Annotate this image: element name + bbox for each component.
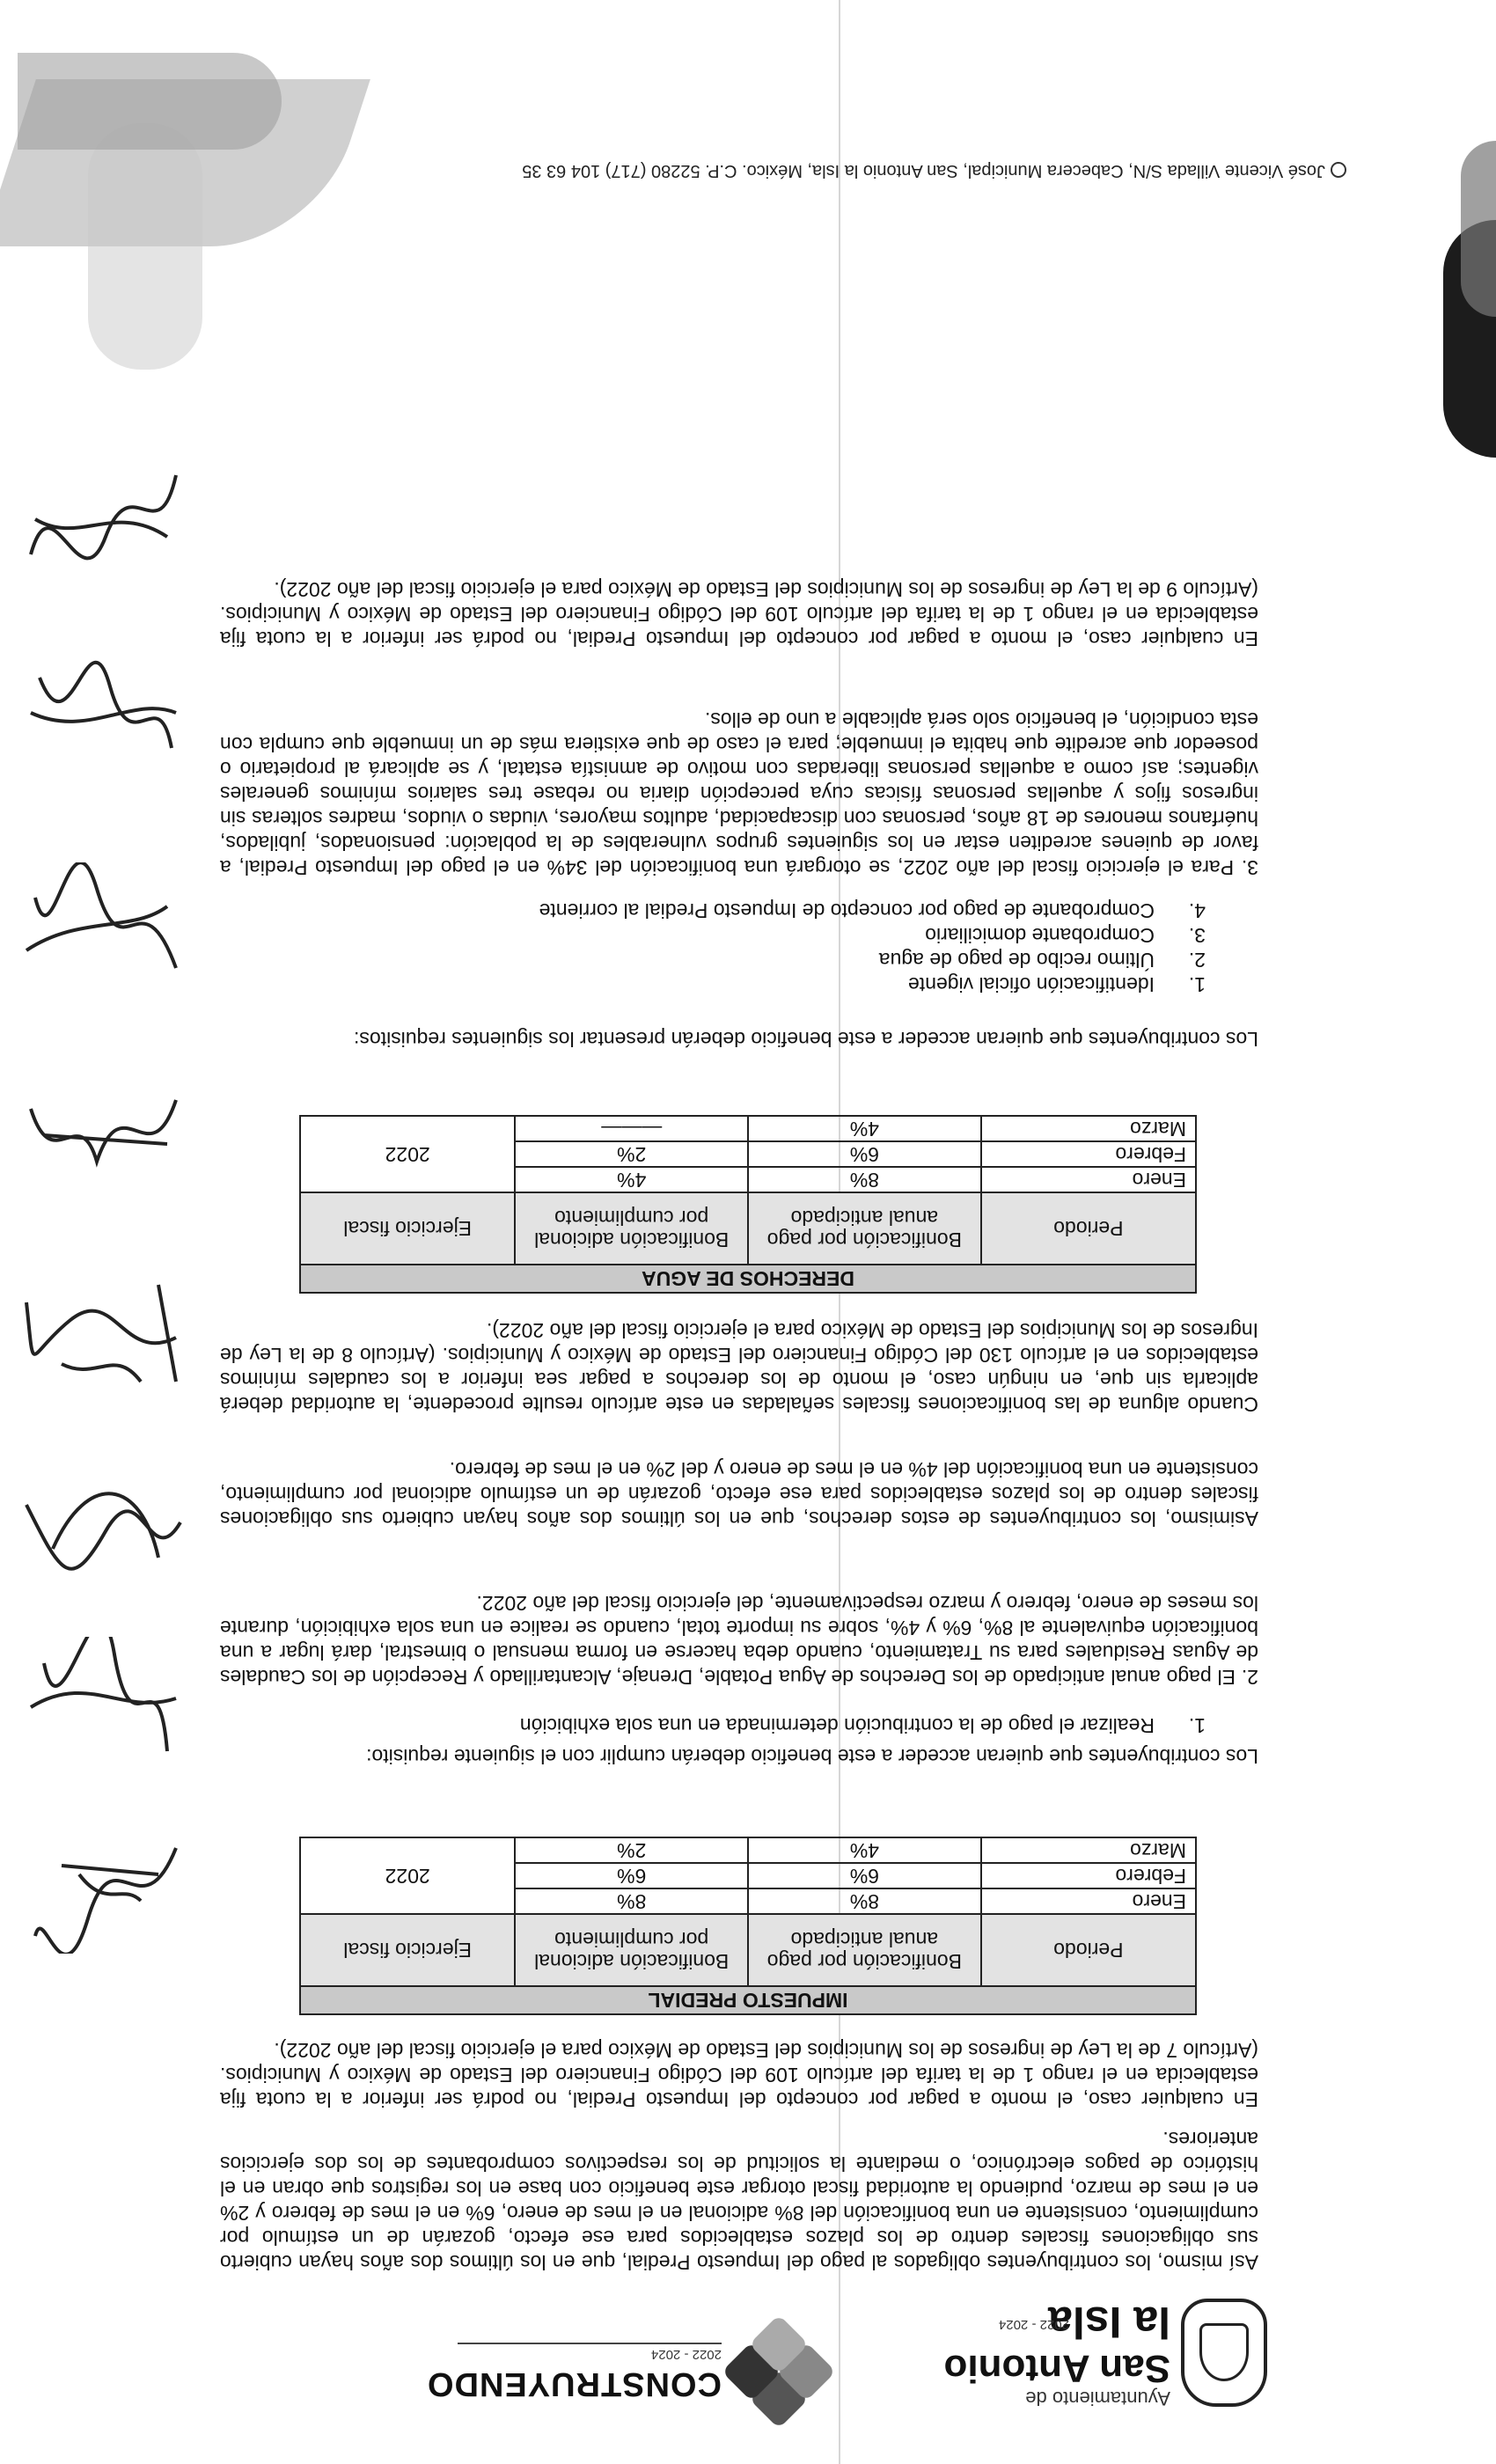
signature-icon bbox=[18, 862, 194, 994]
column-header: Bonificación adicional por cumplimiento bbox=[515, 1192, 748, 1265]
column-header: Bonificación por pago anual anticipado bbox=[748, 1914, 981, 1986]
item-number: 1. bbox=[1188, 973, 1206, 996]
location-pin-icon bbox=[1331, 162, 1346, 178]
cell-anticipado: 8% bbox=[748, 1167, 981, 1192]
table-derechos-agua bbox=[299, 1115, 1197, 1294]
cell-periodo: Febrero bbox=[981, 1863, 1196, 1888]
construyendo-wordmark: CONSTRUYENDO bbox=[426, 2365, 722, 2402]
paragraph-derechos-agua: 2. El pago anual anticipado de los Derechos de Agua Potable, Drenaje, Alcantarillado y Recepción de los Caudales de Aguas Residuales para su Tratamiento, cuando deba hacerse en forma mensual o bimestral, dará lugar a una bonificación equivalente al 8%, 6% y 4%, sobre su importe total, cuando se realice en una sola exhibición, durante los meses de enero, febrero y marzo respectivamente, del ejercicio fiscal del año 2022. bbox=[220, 1592, 1258, 1689]
column-header: Periodo bbox=[981, 1914, 1196, 1986]
paragraph-cuando: Cuando alguna de las bonificaciones fiscales señaladas en este artículo resulte procedente, la autoridad deberá aplicarla sin que, en ningún caso, el monto de los derechos a pagar sea inferior a los caudales mínimos establecidos en el artículo 130 del Código Financiero del Estado de México y Municipios. (Artículo 8 de la Ley de Ingresos de los Municipios del Estado de México para el ejercicio fiscal del año 2022). bbox=[220, 1319, 1258, 1416]
cell-anticipado: 8% bbox=[748, 1888, 981, 1914]
paragraph-cualquier-caso-2: En cualquier caso, el monto a pagar por concepto del Impuesto Predial, no podrá ser inferior a la cuota fija establecida en el rango 1 de la tarifa del artículo 109 del Código Financiero del Estado de México y Municipios. (Artículo 9 de la Ley de ingresos de los Municipios del Estado de México para el ejercicio fiscal del año 2022). bbox=[220, 578, 1258, 650]
municipality-name-2: la Isla bbox=[1048, 2298, 1170, 2347]
cell-periodo: Enero bbox=[981, 1888, 1196, 1914]
item-text: Último recibo de pago de agua bbox=[878, 949, 1155, 972]
requisito-item bbox=[908, 972, 1206, 996]
administration-years: 2022 - 2024 bbox=[998, 2317, 1069, 2332]
signatures-column bbox=[0, 370, 194, 1954]
signature-icon bbox=[18, 1822, 194, 1954]
cell-anticipado: 6% bbox=[748, 1863, 981, 1888]
paragraph-requisito-intro: Los contribuyentes que quieran acceder a este beneficio deberán cumplir con el siguiente requisito: bbox=[366, 1745, 1258, 1768]
municipality-logo bbox=[915, 2297, 1267, 2420]
cell-adicional: 8% bbox=[515, 1888, 748, 1914]
table-impuesto-predial bbox=[299, 1837, 1197, 2015]
cell-anticipado: 6% bbox=[748, 1141, 981, 1167]
table-row bbox=[300, 1167, 1196, 1192]
letterhead bbox=[255, 2288, 1267, 2429]
cell-adicional: 6% bbox=[515, 1863, 748, 1888]
signature-icon bbox=[18, 1267, 194, 1399]
signature-icon bbox=[18, 1065, 194, 1197]
cell-adicional: 2% bbox=[515, 1141, 748, 1167]
cell-ejercicio: 2022 bbox=[300, 1837, 515, 1914]
decorative-shape bbox=[18, 53, 282, 150]
cell-adicional: 2% bbox=[515, 1837, 748, 1863]
paragraph-requisitos-intro: Los contribuyentes que quieran acceder a este beneficio deberán presentar los siguientes requisitos: bbox=[354, 1028, 1258, 1051]
item-number: 1. bbox=[1188, 1714, 1206, 1737]
item-text: Comprobante de pago por concepto de Impuesto Predial al corriente bbox=[539, 899, 1155, 922]
table-row bbox=[300, 1888, 1196, 1914]
item-text: Comprobante domiciliario bbox=[925, 924, 1155, 947]
item-number: 4. bbox=[1188, 899, 1206, 922]
column-header: Ejercicio fiscal bbox=[300, 1192, 515, 1265]
column-header: Bonificación adicional por cumplimiento bbox=[515, 1914, 748, 1986]
signature-icon bbox=[18, 651, 194, 783]
footer-text: José Vicente Villada S/N, Cabecera Municipal, San Antonio la Isla, México. C.P. 52280 (717) 104 63 35 bbox=[522, 161, 1325, 180]
cell-adicional: 4% bbox=[515, 1167, 748, 1192]
column-header: Ejercicio fiscal bbox=[300, 1914, 515, 1986]
item-number: 3. bbox=[1188, 924, 1206, 947]
requisito-item bbox=[925, 923, 1206, 947]
table-title: IMPUESTO PREDIAL bbox=[300, 1986, 1196, 2014]
paragraph-bonificacion-34: 3. Para el ejercicio fiscal del año 2022, se otorgará una bonificación del 34% en el pago del Impuesto Predial, a favor de quienes acrediten estar en los siguientes grupos vulnerables de la población: pensionados, jubilados, huérfanos menores de 18 años, personas con discapacidad, adultos mayores, viudas o viudos, madres solteras sin ingresos fijos y aquellas personas físicas cuya percepción diaria no rebase tres salarios mínimos generales vigentes; así como a aquellas personas liberadas con motivo de amnistía estatal, y se aplicará al propietario o poseedor que acredite que habita el inmueble; para el caso de que existiera más de un inmueble que cumpla con esta condición, el beneficio solo será aplicable a uno de ellos. bbox=[220, 708, 1258, 879]
construyendo-logo bbox=[426, 2288, 827, 2429]
table-title: DERECHOS DE AGUA bbox=[300, 1265, 1196, 1293]
column-header: Periodo bbox=[981, 1192, 1196, 1265]
divider bbox=[458, 2343, 722, 2344]
ayuntamiento-label: Ayuntamiento de bbox=[1025, 2387, 1170, 2409]
signature-icon bbox=[18, 449, 194, 581]
cell-ejercicio: 2022 bbox=[300, 1116, 515, 1192]
requisito-item bbox=[520, 1713, 1206, 1737]
cell-periodo: Febrero bbox=[981, 1141, 1196, 1167]
seal-icon bbox=[1181, 2299, 1267, 2407]
item-number: 2. bbox=[1188, 949, 1206, 972]
construyendo-mark-icon bbox=[730, 2323, 827, 2420]
footer-address bbox=[522, 160, 1346, 180]
cell-periodo: Enero bbox=[981, 1167, 1196, 1192]
paragraph-asimismo: Así mismo, los contribuyentes obligados al pago del Impuesto Predial, que en los últimos dos años hayan cubierto sus obligaciones fiscales dentro de los plazos establecidos para ese efecto, gozarán de un estímulo por cumplimiento, consistente en una bonificación del 8% adicional en el mes de enero, 6% en el mes de febrero y 2% en el mes de marzo, pudiendo la autoridad fiscal otorgar este beneficio con base en los registros que obran en el histórico de pagos electrónico, o mediante la solicitud de los respectivos comprobantes de los dos ejercicios anteriores. bbox=[220, 2128, 1258, 2274]
cell-adicional: ——— bbox=[515, 1116, 748, 1141]
cell-anticipado: 4% bbox=[748, 1116, 981, 1141]
item-text: Identificación oficial vigente bbox=[908, 973, 1155, 996]
signature-icon bbox=[18, 1637, 194, 1769]
cell-periodo: Marzo bbox=[981, 1116, 1196, 1141]
item-text: Realizar el pago de la contribución determinada en una sola exhibición bbox=[519, 1714, 1155, 1737]
paragraph-asimismo-2: Asimismo, los contribuyentes de estos derechos, que en los últimos dos años hayan cubierto sus obligaciones fiscales dentro de los plazos establecidos para ese efecto, gozarán de un estímulo adicional por cumplimiento, consistente en una bonificación del 4% en el mes de enero y del 2% en el mes de febrero. bbox=[220, 1458, 1258, 1530]
construyendo-years: 2022 - 2024 bbox=[650, 2347, 722, 2362]
column-header: Bonificación por pago anual anticipado bbox=[748, 1192, 981, 1265]
municipality-name: San Antonio bbox=[943, 2347, 1170, 2390]
cell-anticipado: 4% bbox=[748, 1837, 981, 1863]
signature-icon bbox=[18, 1452, 194, 1584]
paragraph-cualquier-caso-1: En cualquier caso, el monto a pagar por concepto del Impuesto Predial, no podrá ser inferior a la cuota fija establecida en el rango 1 de la tarifa del artículo 109 del Código Financiero del Estado de México y Municipios. (Artículo 7 de la Ley de ingresos de los Municipios del Estado de México para el ejercicio fiscal del año 2022). bbox=[220, 2039, 1258, 2111]
requisito-item bbox=[879, 948, 1206, 972]
requisito-item bbox=[539, 898, 1206, 922]
decorative-shape bbox=[1461, 141, 1496, 317]
cell-periodo: Marzo bbox=[981, 1837, 1196, 1863]
